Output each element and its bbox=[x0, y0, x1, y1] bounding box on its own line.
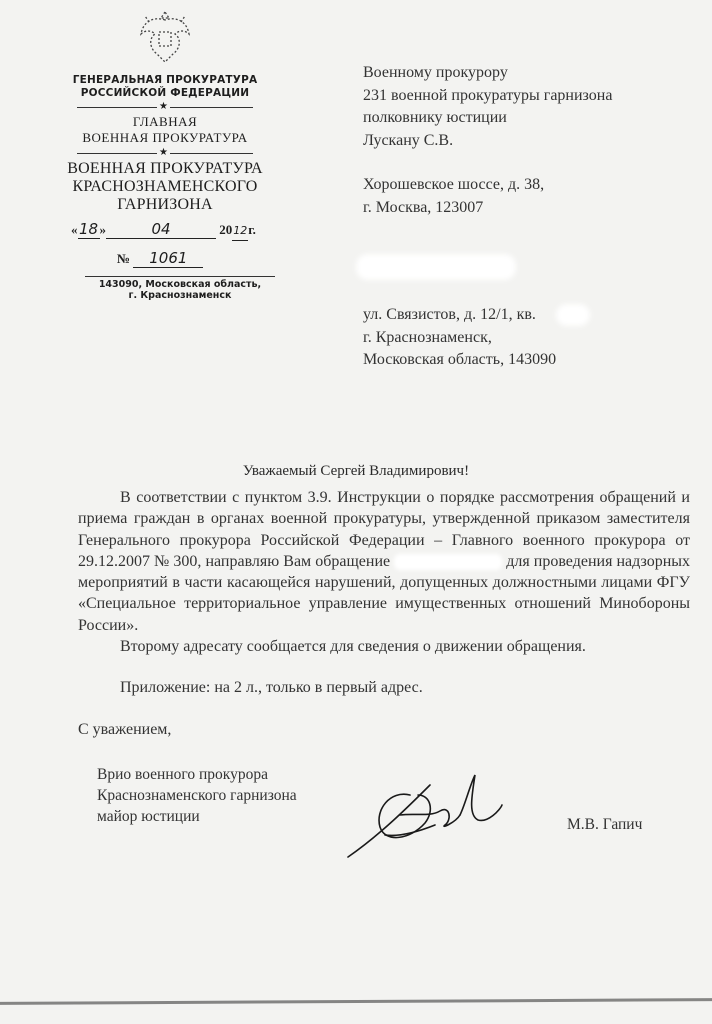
letterhead-line: РОССИЙСКОЙ ФЕДЕРАЦИИ bbox=[80, 87, 250, 99]
recipient-line: полковнику юстиции bbox=[363, 109, 507, 126]
signatory-rank: майор юстиции bbox=[97, 807, 200, 825]
paragraph-text: для проведения надзорных мероприятий в части касающейся нарушений, допущенных должностными лицами ФГУ «Специальное территориальное управление имущественных отношений Минобороны России». bbox=[78, 552, 691, 634]
date-year-prefix: 20 bbox=[219, 222, 233, 237]
second-recipient-block bbox=[363, 304, 556, 372]
letterhead-line: ГЛАВНАЯ bbox=[132, 114, 198, 129]
letterhead-line: КРАСНОЗНАМЕНСКОГО bbox=[72, 178, 258, 195]
paragraph-notice: Второму адресату сообщается для сведения о движении обращения. bbox=[120, 638, 586, 656]
signatory-block bbox=[97, 764, 357, 827]
letterhead-line: ВОЕННАЯ ПРОКУРАТУРА bbox=[67, 160, 263, 177]
number-value: 1061 bbox=[133, 249, 203, 268]
document-date: «18» 04 2012г. bbox=[71, 220, 281, 241]
paragraph-text: В соответствии с пунктом 3.9. Инструкции о порядке рассмотрения обращений и приема граждан в органах военной прокуратуры, утвержденной приказом заместителя Генерального прокурора Российской Федерации – Главного военного прокурора от 29.12.2007 № 300, направляю Вам обращение bbox=[78, 489, 690, 570]
number-label: № bbox=[117, 251, 131, 266]
year-suffix: г. bbox=[248, 222, 256, 237]
redacted-apartment bbox=[556, 304, 590, 326]
paragraph-main bbox=[78, 487, 690, 636]
star-icon: ★ bbox=[159, 101, 168, 112]
signatory-title: Врио военного прокурора bbox=[97, 765, 268, 783]
double-headed-eagle-emblem bbox=[135, 8, 195, 66]
letterhead-line: ВОЕННАЯ ПРОКУРАТУРА bbox=[82, 130, 248, 145]
recipient-line: 231 военной прокуратуры гарнизона bbox=[363, 86, 613, 104]
main-military-prosecutor bbox=[55, 114, 275, 146]
recipient-address: г. Краснознаменск, bbox=[363, 328, 492, 346]
date-day: 18 bbox=[78, 220, 99, 238]
signatory-title: Краснознаменского гарнизона bbox=[97, 786, 297, 804]
recipient-block bbox=[363, 62, 612, 219]
recipient-address: Хорошевское шоссе, д. 38, bbox=[363, 176, 545, 193]
letterhead-line: ГАРНИЗОНА bbox=[117, 196, 213, 213]
redacted-name bbox=[356, 254, 516, 280]
handwritten-signature bbox=[340, 765, 510, 865]
stamp-address bbox=[85, 276, 275, 301]
attachment-note: Приложение: на 2 л., только в первый адрес. bbox=[120, 679, 423, 697]
salutation: Уважаемый Сергей Владимирович! bbox=[242, 463, 470, 479]
prosecutor-general-office bbox=[55, 74, 275, 100]
scan-edge-line bbox=[0, 998, 712, 1005]
letterhead-stamp bbox=[55, 0, 275, 300]
signatory-name: М.В. Гапич bbox=[567, 816, 643, 833]
closing: С уважением, bbox=[78, 720, 172, 738]
address-line: г. Краснознаменск bbox=[128, 290, 232, 301]
recipient-address: г. Москва, 123007 bbox=[363, 198, 484, 216]
recipient-line: Военному прокурору bbox=[363, 64, 508, 81]
recipient-address: ул. Связистов, д. 12/1, кв. bbox=[363, 306, 536, 323]
redacted-applicant bbox=[394, 554, 502, 570]
date-month: 04 bbox=[106, 220, 216, 239]
star-icon: ★ bbox=[159, 147, 168, 158]
recipient-address: Московская область, 143090 bbox=[363, 351, 557, 368]
date-year-suffix: 12 bbox=[232, 222, 248, 241]
garrison-prosecutor bbox=[55, 160, 275, 214]
letterhead-line: ГЕНЕРАЛЬНАЯ ПРОКУРАТУРА bbox=[72, 74, 258, 86]
address-line: 143090, Московская область, bbox=[98, 279, 262, 290]
document-number bbox=[117, 249, 203, 268]
recipient-name: Лускану С.В. bbox=[363, 131, 454, 149]
